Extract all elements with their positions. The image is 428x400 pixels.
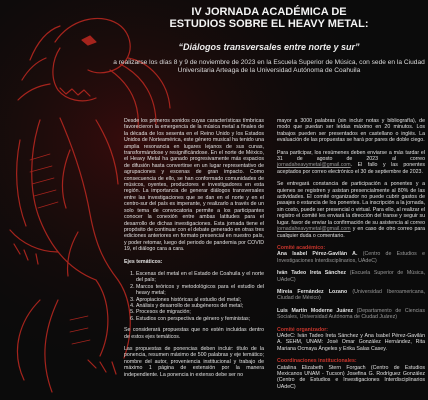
title-line-1: IV JORNADA ACADÉMICA DE — [191, 6, 347, 18]
comite-organizador-heading: Comité organizador: — [277, 326, 329, 333]
consideraran-paragraph: Se considerará propuestas que no estén incluidas dentro de estos ejes temáticos. — [124, 327, 264, 340]
extension-paragraph: mayor a 3000 palabras (sin incluir notas y bibliografía), de modo que puedan ser leídas máximo en 20 minutos. Los trabajos pueden ser presentados en castellano o inglés. La evaluación de las propuestas se hará por pares de doble ciego. — [277, 118, 425, 144]
coordinaciones-text: Catalina Elizabeth Stern Forgach (Centro de Estudios Mexicanos UNAM - Tucson) Josefina G. Rodríguez González (Centro de Estudios e Investigaciones Interdisciplinarios UAdeC) — [277, 364, 425, 390]
coordinaciones-heading: Coordinaciones institucionales: — [277, 358, 357, 365]
email-link[interactable]: jornadaheavymetal@gmail.com — [277, 226, 351, 233]
propuestas-paragraph: Las propuestas de ponencias deben incluir: título de la ponencia, resumen máximo de 500 palabras y eje temático; nombre del autor, proveniencia institucional y trabajo de máximo 1 página de extensión por la manera independiente. La ponencia in extenso debe ser no — [124, 346, 264, 378]
member-entry: Iván Tadeo Ireta Sánchez (Escuela Superior de Música, UAdeC) — [277, 270, 425, 283]
member-entry: Mireia Fernández Lozano (Universidad Iberoamericana, Ciudad de México) — [277, 288, 425, 302]
title-line-2: ESTUDIOS SOBRE EL HEAVY METAL: — [169, 18, 369, 30]
list-item: 3. Apropiaciones históricas al estudio del metal; — [136, 297, 264, 303]
left-column — [124, 118, 264, 384]
list-item: 1. Escenas del metal en el Estado de Coahuila y el norte del país; — [136, 271, 264, 284]
title-line-3: “Diálogos transversales entre norte y sur” — [178, 42, 360, 52]
list-item: 4. Análisis y desarrollo de subgéneros del metal; — [136, 303, 264, 309]
constancia-paragraph: Se entregará constancia de participación a ponentes y a quienes se registren y asistan presencialmente al 80% de las actividades. El comité organizador no puede cubrir gastos de pasajes o estancia de los ponentes. La inscripción a la jornada, sin costo, puede ser presencial o virtual. Para ello, al realizar el registro el comité les enviará la dirección del transe y seguir su lugar. favor de enviar la confirmación de su asistencia al correo jornadaheavymetal@gmail.com y en caso de otro correo para cualquier duda o comentario. — [277, 181, 425, 239]
email-link[interactable]: jornadaheavymetal@gmail.com — [277, 162, 351, 169]
list-item: 6. Estudios con perspectiva de género y feministas; — [136, 316, 264, 322]
member-entry: Luis Martín Moderne Juárez (Departamento de Ciencias Sociales, Universidad Autónoma de Ciudad Juárez) — [277, 307, 425, 321]
list-item: 2. Marcos teóricos y metodológicos para el estudio del heavy metal; — [136, 284, 264, 297]
ejes-list — [124, 271, 264, 322]
right-column — [277, 118, 425, 396]
ejes-heading: Ejes temáticos: — [124, 258, 163, 265]
event-subtitle: a realizarse los días 8 y 9 de noviembre de 2023 en la Escuela Superior de Música, con sede en la Ciudad Universitaria Arteaga de la Universidad Autónoma de Coahuila — [113, 59, 425, 74]
member-entry: Ana Isabel Pérez-Gavilán A. (Centro de Estudios e Investigaciones Interdisciplinarios, UAdeC) — [277, 251, 425, 264]
page-title — [110, 6, 428, 30]
list-item: 5. Procesos de migración; — [136, 309, 264, 315]
intro-paragraph: Desde los primeros sonidos cuyas características tímbricas favorecieron la emergencia de la música metal a finales de la década de los sesenta en el Reino Unido y los Estados Unidos de Norteamérica, este género musical ha tenido una amplia resonancia en lugares lejanos de sus cunas, transformándose y resignificándose. En el norte de México, el Heavy Metal ha ganado progresivamente más espacios de difusión hasta convertirse en un lugar representativo de agrupaciones y escenas de gran impacto. Como consecuencia de ello, se han conformado comunidades de músicos, oyentes, productores e investigadores en esta región. La importancia de generar diálogos transversales entre las investigaciones que se dan en el norte y en el centro-sur del país es imperante, y realizarlo a través de un solo tema de convocatoria permite a los participantes conocer la conexión entre ambas latitudes para el desarrollo de dichas investigaciones. Esta jornada tiene el propósito de continuar con el debate generado en otras tres ediciones anteriores en formato presencial en nuestro país, y poder retomar, luego del periodo de pandemia por COVID 19, el diálogo cara a cara. — [124, 118, 264, 253]
organizador-text: UAdeC: Iván Tadeo Ireta Sánchez y Ana Isabel Pérez-Gavilán A. SEHM, UNAM: José Omar González Hernández, Rita Mariana Ocmaya Ángeles y Erika Salas Casey. — [277, 332, 425, 352]
participar-paragraph: Para participar, los resúmenes deben enviarse a más tardar el 31 de agosto de 2023 al correo jornadaheavymetal@gmail.com. El fallo y las ponentes aceptados por correo electrónico el 30 de septiembre de 2023. — [277, 149, 425, 175]
comite-academico-heading: Comité académico: — [277, 244, 326, 251]
